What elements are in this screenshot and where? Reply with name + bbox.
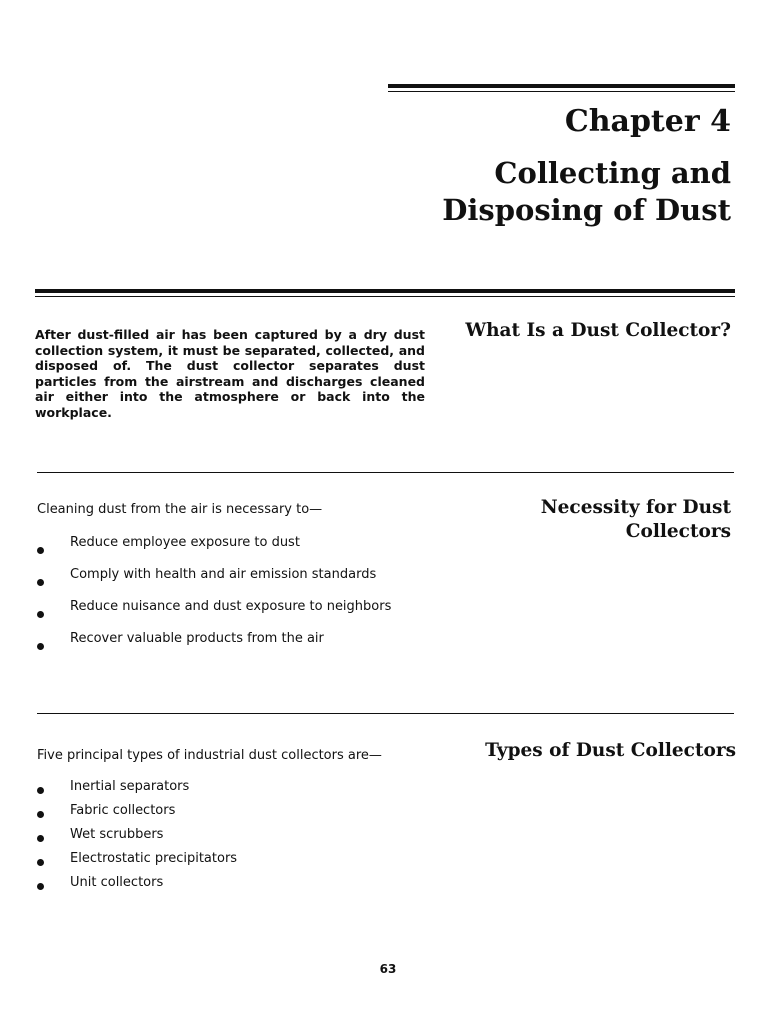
chapter-title: Collecting and Disposing of Dust — [442, 156, 731, 227]
list-item — [37, 874, 237, 898]
bullet-icon — [37, 579, 44, 586]
bullet-icon — [37, 859, 44, 866]
types-list — [37, 778, 237, 898]
list-item — [37, 598, 391, 630]
list-item-text: Fabric collectors — [70, 803, 176, 818]
bullet-icon — [37, 643, 44, 650]
list-item — [37, 850, 237, 874]
list-item-text: Reduce nuisance and dust exposure to neighbors — [70, 599, 392, 614]
dust-collector-definition: After dust-filled air has been captured by a dry dust collection system, it must be separated, collected, and disposed of. The dust collector separates dust particles from the airstream and discharges cleaned air either into the atmosphere or back into the workplace. — [35, 327, 425, 420]
list-item-text: Electrostatic precipitators — [70, 851, 238, 866]
list-item — [37, 566, 391, 598]
list-item-text: Recover valuable products from the air — [70, 631, 324, 646]
top-rule-thick — [388, 84, 735, 88]
list-item-text: Unit collectors — [70, 875, 164, 890]
section-divider — [37, 713, 734, 714]
list-item — [37, 778, 237, 802]
header-divider-thin — [35, 296, 735, 297]
list-item-text: Inertial separators — [70, 779, 190, 794]
section-heading-types: Types of Dust Collectors — [485, 740, 736, 761]
necessity-list — [37, 534, 391, 662]
section-heading-necessity: Necessity for Dust Collectors — [540, 497, 731, 542]
necessity-lead: Cleaning dust from the air is necessary to— — [37, 502, 323, 517]
bullet-icon — [37, 883, 44, 890]
bullet-icon — [37, 547, 44, 554]
bullet-icon — [37, 835, 44, 842]
list-item-text: Comply with health and air emission standards — [70, 567, 377, 582]
top-rule-thin — [388, 91, 735, 92]
types-lead: Five principal types of industrial dust collectors are— — [37, 748, 382, 763]
list-item — [37, 534, 391, 566]
list-item — [37, 630, 391, 662]
section-heading-what-is: What Is a Dust Collector? — [465, 320, 731, 341]
list-item — [37, 802, 237, 826]
page-number: 63 — [379, 962, 397, 976]
list-item-text: Reduce employee exposure to dust — [70, 535, 300, 550]
section-divider — [37, 472, 734, 473]
list-item-text: Wet scrubbers — [70, 827, 164, 842]
bullet-icon — [37, 787, 44, 794]
bullet-icon — [37, 611, 44, 618]
chapter-label: Chapter 4 — [564, 104, 731, 139]
list-item — [37, 826, 237, 850]
header-divider-thick — [35, 289, 735, 293]
bullet-icon — [37, 811, 44, 818]
